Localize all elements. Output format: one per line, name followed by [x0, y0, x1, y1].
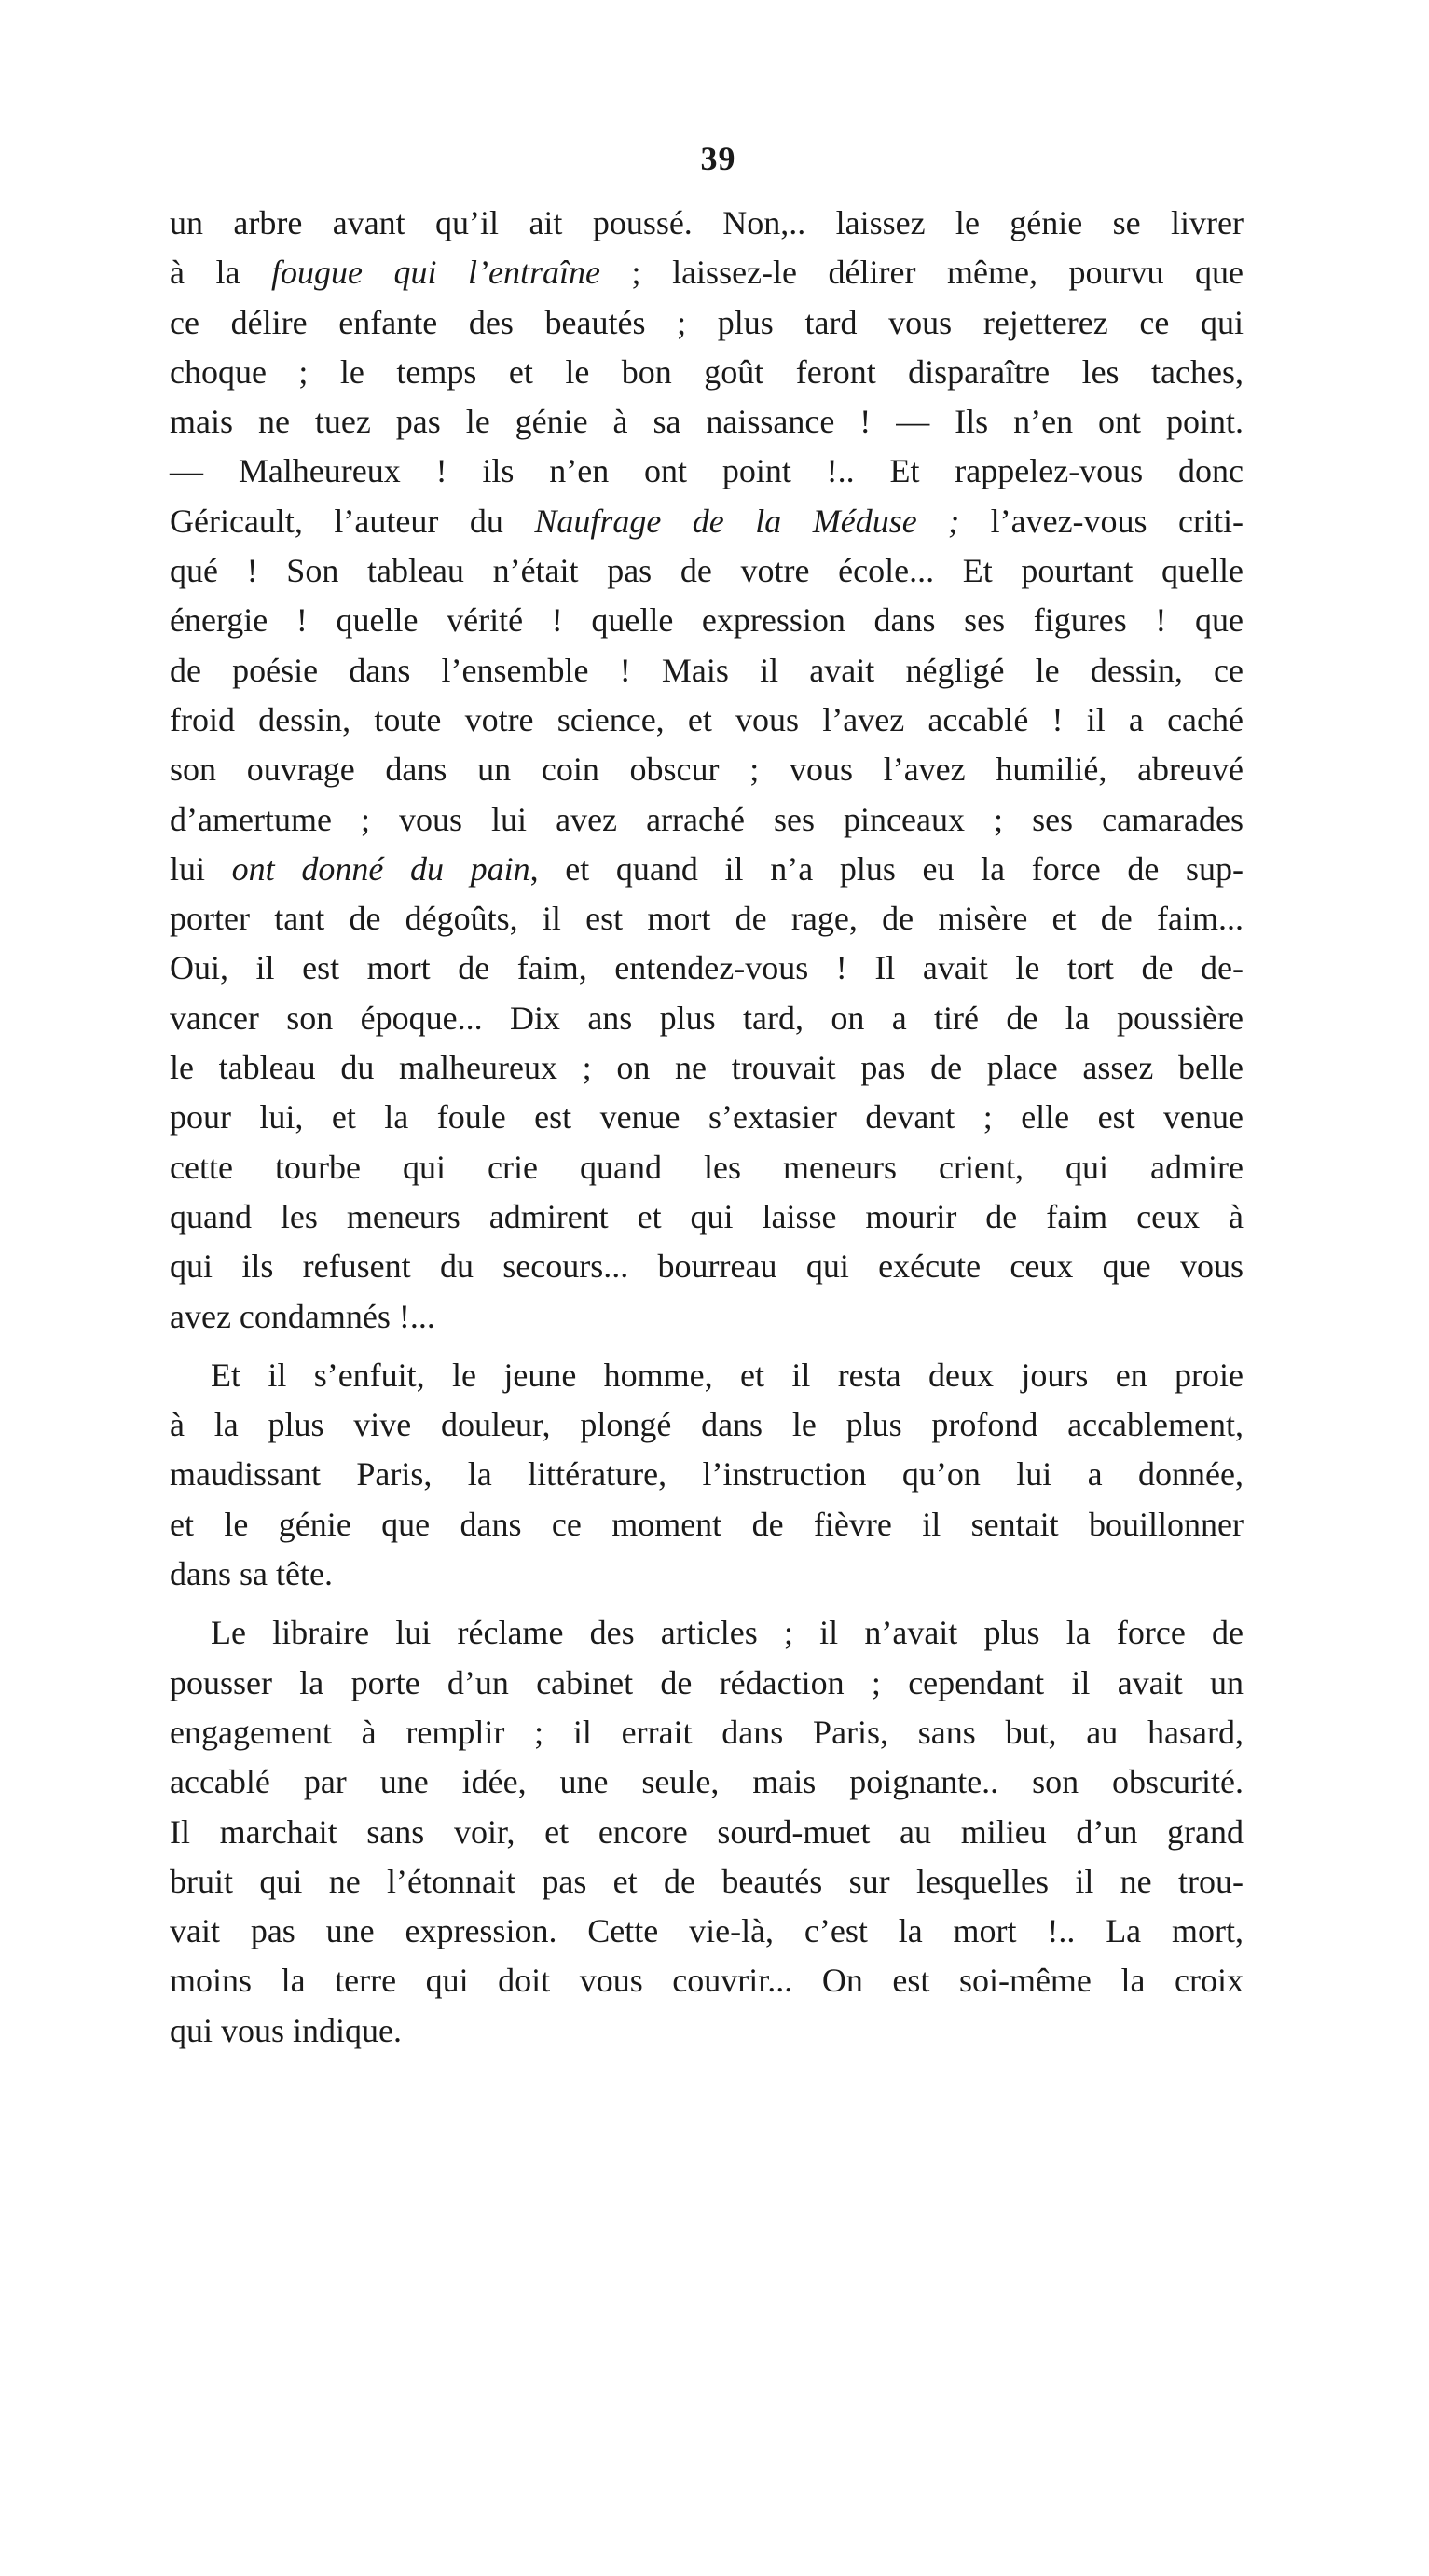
paragraph: [170, 199, 1244, 1342]
paragraph-gap: [170, 1599, 1244, 1608]
text-segment: qué ! Son tableau n’était pas de votre école... Et pourtant quelle: [170, 552, 1244, 590]
text-line: [170, 1292, 1244, 1342]
text-line: [170, 199, 1244, 248]
text-line: [170, 1351, 1244, 1400]
text-segment: froid dessin, toute votre science, et vous l’avez accablé ! il a caché: [170, 700, 1244, 738]
text-segment: qui ils refusent du secours... bourreau qui exécute ceux que vous: [170, 1247, 1244, 1286]
text-line: [170, 745, 1244, 794]
text-line: [170, 1907, 1244, 1956]
text-segment: cette tourbe qui crie quand les meneurs crient, qui admire: [170, 1148, 1244, 1186]
page-number: 39: [700, 140, 736, 177]
text-line: [170, 1857, 1244, 1907]
text-segment: avez condamnés !...: [170, 1297, 435, 1335]
text-line: [170, 894, 1244, 944]
text-segment: le tableau du malheureux ; on ne trouvait pas de place assez belle: [170, 1049, 1244, 1087]
text-segment: vait pas une expression. Cette vie-là, c’est la mort !.. La mort,: [170, 1912, 1244, 1950]
text-line: [170, 596, 1244, 645]
text-segment: Le libraire lui réclame des articles ; il n’avait plus la force de: [211, 1614, 1244, 1652]
text-segment: mais ne tuez pas le génie à sa naissance ! — Ils n’en ont point.: [170, 403, 1244, 441]
text-segment: — Malheureux ! ils n’en ont point !.. Et rappelez-vous donc: [170, 452, 1244, 490]
text-line: [170, 1808, 1244, 1857]
text-segment: accablé par une idée, une seule, mais poignante.. son obscurité.: [170, 1763, 1244, 1801]
text-line: [170, 646, 1244, 696]
text-segment: ce délire enfante des beautés ; plus tard vous rejetterez ce qui: [170, 303, 1244, 341]
text-segment: vancer son époque... Dix ans plus tard, on a tiré de la poussière: [170, 999, 1244, 1037]
text-segment: pour lui, et la foule est venue s’extasier devant ; elle est venue: [170, 1098, 1244, 1136]
text-line: [170, 546, 1244, 596]
paragraph-gap: [170, 1342, 1244, 1351]
text-line: [170, 1659, 1244, 1708]
text-segment: choque ; le temps et le bon goût feront disparaître les taches,: [170, 352, 1244, 391]
text-segment: et le génie que dans ce moment de fièvre il sentait bouillonner: [170, 1505, 1244, 1543]
text-line: [170, 1500, 1244, 1550]
text-segment: , et quand il n’a plus eu la force de sup-: [529, 849, 1244, 888]
text-line: [170, 248, 1244, 297]
body-text: [170, 199, 1244, 2056]
text-line: [170, 397, 1244, 447]
text-line: [170, 1143, 1244, 1192]
text-line: [170, 994, 1244, 1043]
text-line: [170, 1093, 1244, 1142]
text-line: [170, 1608, 1244, 1658]
paragraph: [170, 1351, 1244, 1599]
text-segment: Oui, il est mort de faim, entendez-vous ! Il avait le tort de de-: [170, 949, 1244, 987]
text-segment: l’avez-vous criti-: [959, 502, 1244, 540]
text-segment: son ouvrage dans un coin obscur ; vous l’avez humilié, abreuvé: [170, 751, 1244, 789]
paragraph: [170, 1608, 1244, 2056]
text-line: [170, 1192, 1244, 1242]
text-segment: d’amertume ; vous lui avez arraché ses pinceaux ; ses camarades: [170, 800, 1244, 838]
text-line: [170, 348, 1244, 397]
text-segment: qui vous indique.: [170, 2011, 402, 2049]
text-line: [170, 1757, 1244, 1807]
text-line: [170, 2006, 1244, 2056]
text-line: [170, 1956, 1244, 2005]
italic-text: fougue qui l’entraîne: [271, 254, 601, 292]
text-line: [170, 1450, 1244, 1499]
text-line: [170, 944, 1244, 993]
text-line: [170, 298, 1244, 348]
text-line: [170, 447, 1244, 496]
text-segment: dans sa tête.: [170, 1555, 333, 1593]
text-segment: bruit qui ne l’étonnait pas et de beautés sur lesquelles il ne trou-: [170, 1862, 1244, 1900]
text-segment: Il marchait sans voir, et encore sourd-muet au milieu d’un grand: [170, 1812, 1244, 1851]
text-segment: maudissant Paris, la littérature, l’instruction qu’on lui a donnée,: [170, 1455, 1244, 1494]
text-line: [170, 1043, 1244, 1093]
text-segment: ; laissez-le délirer même, pourvu que: [600, 254, 1244, 292]
italic-text: ont donné du pain: [231, 849, 530, 888]
text-line: [170, 497, 1244, 546]
text-segment: lui: [170, 849, 232, 888]
text-segment: de poésie dans l’ensemble ! Mais il avait négligé le dessin, ce: [170, 651, 1244, 689]
text-segment: un arbre avant qu’il ait poussé. Non,.. laissez le génie se livrer: [170, 204, 1244, 241]
text-segment: énergie ! quelle vérité ! quelle expression dans ses figures ! que: [170, 601, 1244, 640]
text-line: [170, 795, 1244, 845]
text-segment: pousser la porte d’un cabinet de rédaction ; cependant il avait un: [170, 1663, 1244, 1701]
text-segment: quand les meneurs admirent et qui laisse mourir de faim ceux à: [170, 1197, 1244, 1235]
text-segment: engagement à remplir ; il errait dans Paris, sans but, au hasard,: [170, 1713, 1244, 1751]
text-segment: à la: [170, 254, 272, 292]
text-segment: porter tant de dégoûts, il est mort de rage, de misère et de faim...: [170, 900, 1244, 938]
text-line: [170, 1550, 1244, 1599]
text-line: [170, 696, 1244, 745]
text-segment: Et il s’enfuit, le jeune homme, et il resta deux jours en proie: [211, 1356, 1244, 1394]
text-segment: Géricault, l’auteur du: [170, 502, 535, 540]
text-line: [170, 1708, 1244, 1757]
text-line: [170, 845, 1244, 894]
text-segment: à la plus vive douleur, plongé dans le plus profond accablement,: [170, 1406, 1244, 1444]
text-segment: moins la terre qui doit vous couvrir... On est soi-même la croix: [170, 1962, 1244, 2000]
text-line: [170, 1242, 1244, 1291]
italic-text: Naufrage de la Méduse ;: [534, 502, 960, 540]
text-line: [170, 1400, 1244, 1450]
